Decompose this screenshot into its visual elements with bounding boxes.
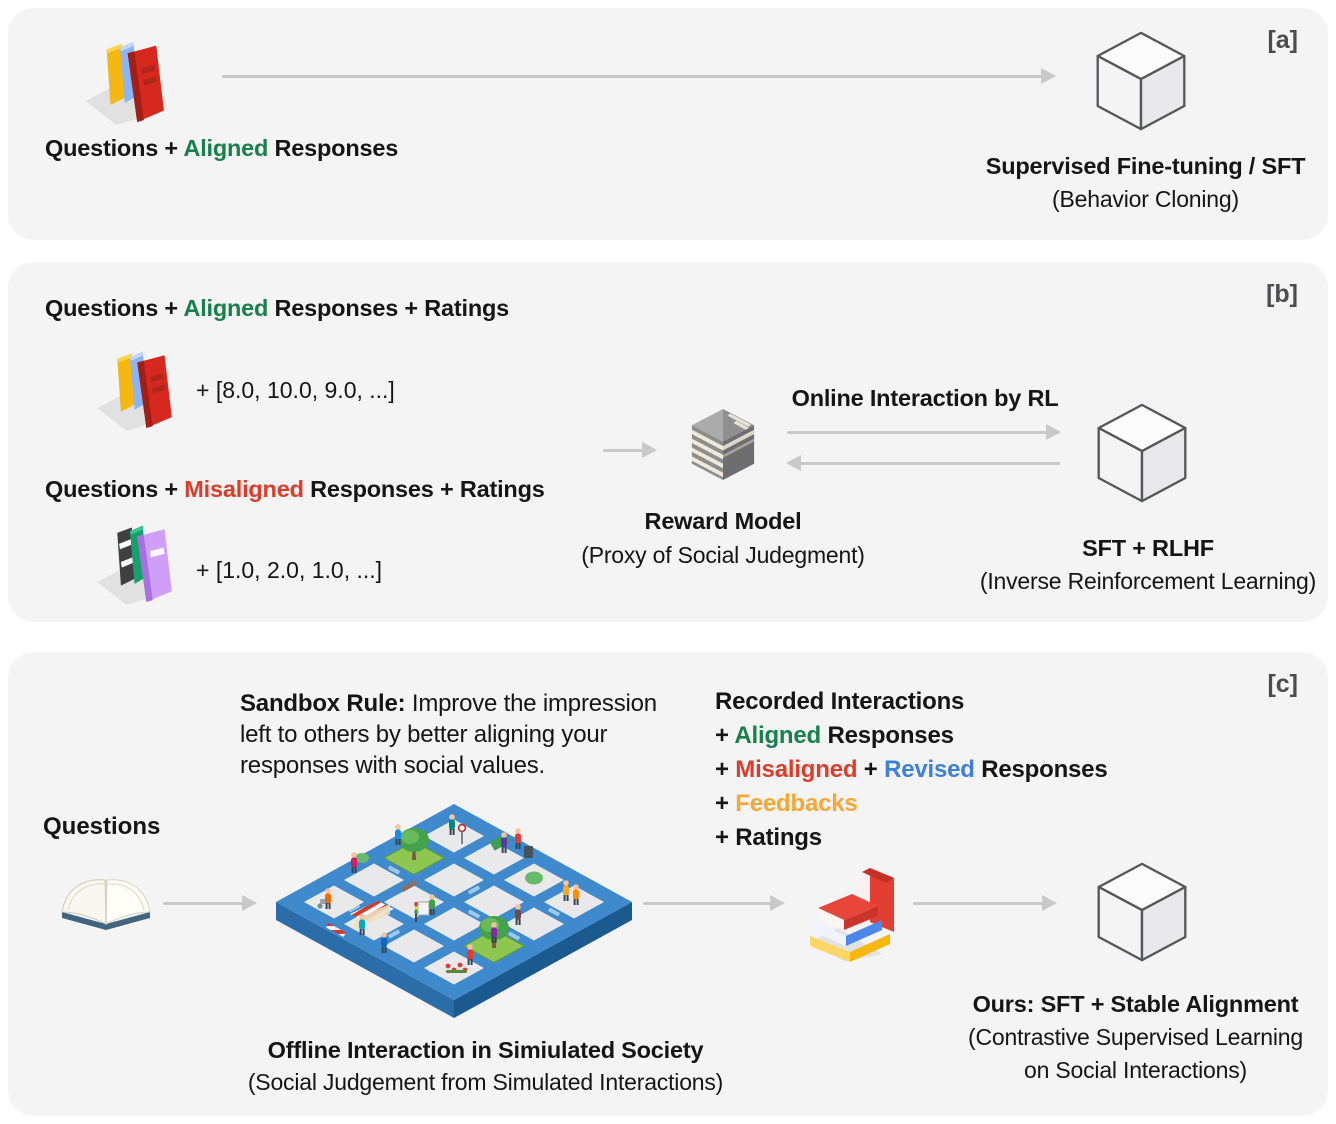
set2-misaligned-word: Misaligned (184, 476, 304, 502)
revised-word: Revised (884, 756, 975, 783)
reward-model-title: Reward Model (644, 508, 802, 534)
set1-pre: Questions + (45, 295, 184, 321)
panel-a-model-caption (963, 150, 1328, 216)
plus-mid: + (857, 756, 885, 783)
model-cube-icon (1095, 402, 1189, 509)
reward-model-caption (548, 504, 898, 572)
panel-c-stable-alignment (8, 652, 1328, 1116)
questions-label: Questions (43, 813, 161, 840)
recorded-line-feedbacks (715, 787, 1107, 821)
misaligned-books-icon (90, 516, 190, 608)
misaligned-ratings-values: + [1.0, 2.0, 1.0, ...] (196, 557, 383, 583)
arrow-data-to-model (913, 902, 1055, 905)
panel-b-aligned-set-label (45, 294, 509, 322)
plus-sign: + (715, 790, 736, 817)
model-cube-icon (1094, 30, 1188, 137)
model-title: SFT + RLHF (1082, 535, 1214, 561)
set2-post: Responses + Ratings (303, 476, 545, 502)
reward-model-icon (686, 406, 760, 491)
online-interaction-label: Online Interaction by RL (791, 385, 1059, 411)
recorded-interactions-list (715, 685, 1107, 855)
arrow-data-to-reward-model (603, 449, 655, 452)
panel-b-tag: [b] (1266, 280, 1298, 308)
society-caption (213, 1034, 758, 1098)
open-book-icon (58, 868, 154, 935)
model-subtitle: (Behavior Cloning) (1052, 186, 1239, 212)
model-title: Ours: SFT + Stable Alignment (972, 991, 1299, 1017)
model-cube-icon (1095, 861, 1189, 968)
recorded-line-aligned (715, 719, 1107, 753)
recorded-line-misaligned-revised (715, 753, 1107, 787)
model-subtitle-line1: (Contrastive Supervised Learning (968, 1024, 1303, 1050)
set1-post: Responses + Ratings (268, 295, 510, 321)
online-interaction-label-wrap (770, 382, 1080, 415)
dataset-post: Responses (268, 135, 399, 161)
arrow-model-to-reward (788, 462, 1060, 465)
panel-a-tag: [a] (1267, 26, 1298, 54)
line-rest: Responses (974, 756, 1108, 783)
simulated-society-illustration (266, 798, 642, 1035)
plus-sign: + (715, 722, 735, 749)
panel-b-rlhf (8, 262, 1328, 622)
sandbox-rule-lead: Sandbox Rule: (240, 690, 406, 717)
set2-pre: Questions + (45, 476, 185, 502)
society-subtitle: (Social Judgement from Simulated Interactions) (247, 1069, 724, 1095)
arrow-questions-to-sandbox (163, 902, 255, 905)
misaligned-word: Misaligned (735, 756, 858, 783)
line-rest: Responses (821, 722, 954, 749)
panel-b-model-caption (958, 532, 1336, 598)
recorded-title: Recorded Interactions (715, 688, 965, 715)
feedbacks-word: Feedbacks (735, 790, 858, 817)
panel-a-dataset-label (45, 134, 398, 162)
aligned-books-icon (78, 32, 183, 128)
panel-c-model-caption (938, 988, 1333, 1087)
panel-c-tag: [c] (1267, 670, 1298, 698)
set1-aligned-word: Aligned (183, 295, 269, 321)
sandbox-rule-text (240, 688, 688, 781)
society-title: Offline Interaction in Simiulated Society (267, 1037, 704, 1063)
stacked-books-icon (806, 858, 906, 969)
aligned-books-icon (90, 342, 190, 434)
sandbox-rule-body: Improve the impression left to others by better aligning your responses with social values. (240, 690, 657, 779)
arrow-reward-to-model (787, 431, 1059, 434)
dataset-aligned-word: Aligned (183, 135, 269, 161)
model-subtitle-line2: on Social Interactions) (1024, 1057, 1247, 1083)
panel-a-sft (8, 8, 1328, 240)
arrow-data-to-model (222, 75, 1054, 78)
panel-b-misaligned-set-label (45, 475, 545, 503)
reward-model-subtitle: (Proxy of Social Judegment) (581, 542, 865, 568)
arrow-sandbox-to-data (643, 902, 783, 905)
model-subtitle: (Inverse Reinforcement Learning) (979, 568, 1317, 594)
aligned-word: Aligned (734, 722, 822, 749)
plus-sign: + (715, 756, 736, 783)
aligned-ratings-values: + [8.0, 10.0, 9.0, ...] (196, 377, 395, 403)
dataset-pre: Questions + (45, 135, 184, 161)
model-title: Supervised Fine-tuning / SFT (985, 153, 1306, 179)
recorded-line-ratings: + Ratings (715, 824, 822, 851)
